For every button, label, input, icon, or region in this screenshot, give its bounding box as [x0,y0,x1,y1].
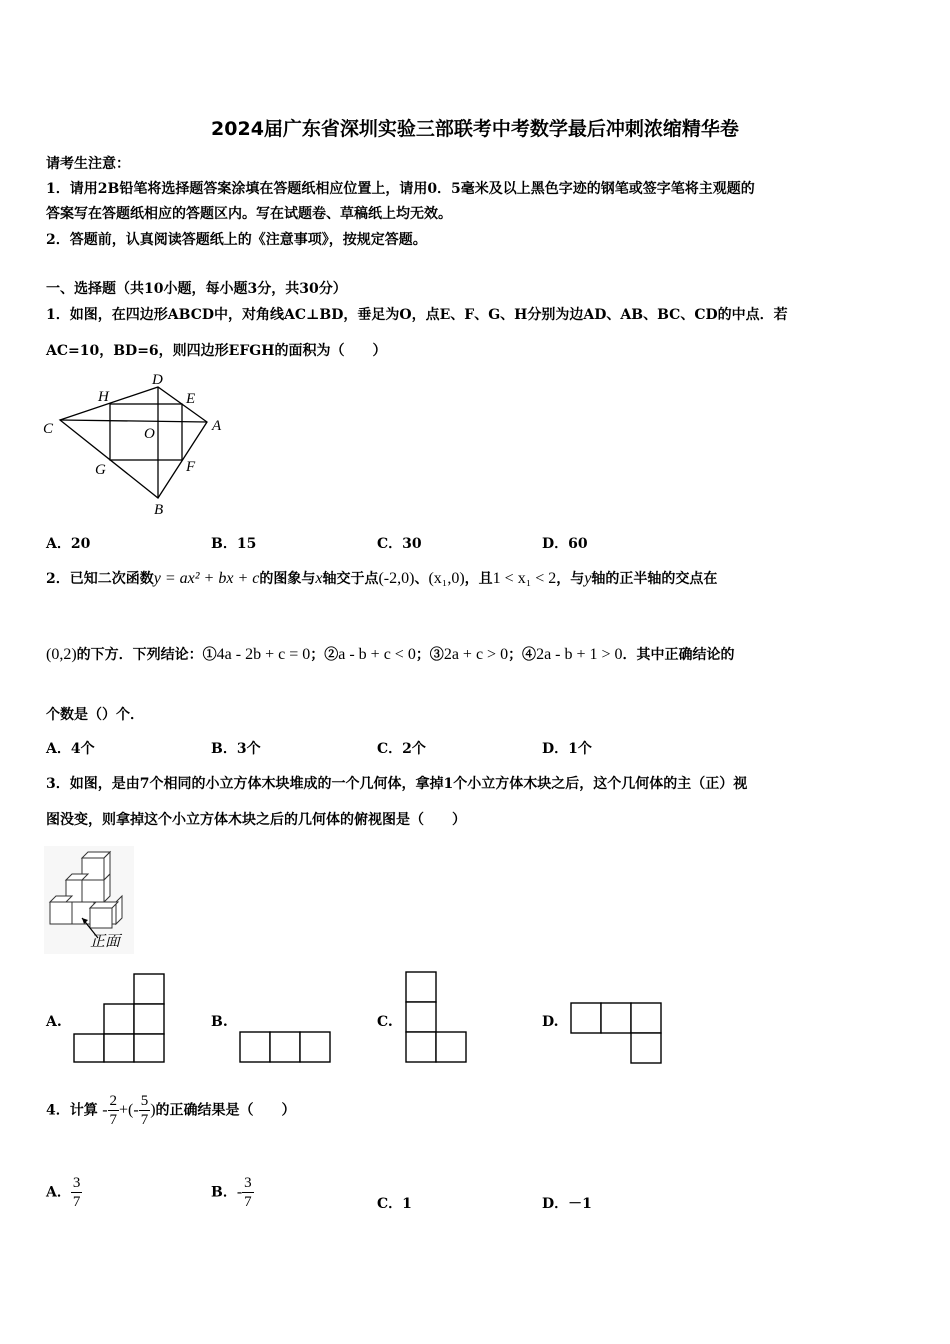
page-title: 2024届广东省深圳实验三部联考中考数学最后冲刺浓缩精华卷 [211,118,739,140]
q1-stem-line-2: AC=10，BD=6，则四边形EFGH的面积为（ ） [46,343,387,359]
q4-stem [46,1092,296,1129]
q2-function: y = ax² + bx + c [153,570,260,587]
q4-option-a-fraction [71,1174,83,1211]
q2-option-a[interactable]: A．4个 [46,741,95,757]
q3-option-a[interactable]: A. [46,1014,62,1030]
q3-cube-figure [44,846,134,954]
q2-option-c[interactable]: C．2个 [377,741,426,757]
q2-text-3: ，且 [464,571,493,587]
q1-option-d[interactable]: D．60 [542,536,588,552]
label-D: D [152,372,163,388]
q2-inequality: 1 < x₁ < 2 [492,570,557,587]
q4-option-c[interactable]: C．1 [377,1196,412,1212]
label-A: A [212,418,222,434]
q4-fraction-1 [108,1092,120,1129]
q4-num-1: 2 [109,1093,118,1109]
label-O: O [144,426,155,442]
q3-option-c[interactable]: C. [377,1014,393,1030]
q2-text-5: 轴的正半轴的交点在 [591,571,718,587]
q4-option-a-num: 3 [72,1175,81,1191]
q2-sep: 、 [414,571,429,587]
q3-option-b-figure [236,1028,334,1066]
q2-text-8: ；③ [415,647,444,663]
q3-front-label: 正面 [90,934,121,950]
q2-y: y [584,570,592,587]
q4-option-b-num: 3 [244,1175,252,1191]
q1-option-a[interactable]: A．20 [46,536,91,552]
q4-pre: 4．计算 [46,1102,98,1119]
q2-conclusion-2: a - b + c < 0 [338,646,416,663]
q2-text-4: ，与 [556,571,585,587]
q4-option-a-den: 7 [72,1194,81,1210]
q4-minus: - [102,1101,108,1119]
q4-option-b[interactable] [211,1174,254,1211]
q3-option-b[interactable]: B. [211,1014,228,1030]
q4-option-b-sign: - [236,1183,243,1201]
q3-option-a-figure [70,970,168,1066]
q2-stem-line-1 [46,568,717,590]
q2-option-b[interactable]: B．3个 [211,741,261,757]
q2-text-7: ；② [310,647,339,663]
label-F: F [186,459,196,475]
label-H: H [98,389,109,405]
q1-stem-line-1: 1．如图，在四边形ABCD中，对角线AC⊥BD，垂足为O，点E、F、G、H分别为边AD、AB、BC、CD的中点．若 [46,307,788,323]
q3-stem-line-2: 图没变，则拿掉这个小立方体木块之后的几何体的俯视图是（ ） [46,812,466,828]
q2-point-1: (-2,0) [378,570,415,587]
label-G: G [95,462,106,478]
q4-option-a-label: A． [46,1184,71,1201]
q4-option-a[interactable] [46,1174,82,1211]
q1-option-b[interactable]: B．15 [211,536,257,552]
q2-text-6: 的下方．下列结论：① [76,647,217,663]
q4-num-2: 5 [140,1093,149,1109]
q2-text-10: ．其中正确结论的 [622,647,735,663]
label-B: B [154,502,164,518]
q4-option-b-den: 7 [244,1194,252,1210]
q2-stem-line-2 [46,644,735,666]
q2-text-2: 轴交于点 [322,571,379,587]
q3-option-d-figure [567,999,665,1067]
notice-heading: 请考生注意： [46,156,130,172]
q2-conclusion-3: 2a + c > 0 [443,646,509,663]
q2-pre: 2．已知二次函数 [46,571,154,587]
q4-fraction-2 [139,1092,151,1129]
q2-stem-line-3: 个数是（）个． [46,707,144,723]
label-E: E [186,391,196,407]
q2-point-3: (0,2) [46,646,77,663]
q2-text-1: 的图象与 [259,571,316,587]
notice-line-2: 答案写在答题纸相应的答题区内。写在试题卷、草稿纸上均无效。 [46,206,452,222]
q4-option-d[interactable]: D．－1 [542,1196,592,1212]
q4-option-b-fraction [242,1174,254,1211]
q1-quadrilateral-figure [40,370,240,520]
q2-conclusion-4: 2a - b + 1 > 0 [536,646,623,663]
notice-line-3: 2．答题前，认真阅读答题纸上的《注意事项》，按规定答题。 [46,232,427,248]
q2-conclusion-1: 4a - 2b + c = 0 [216,646,311,663]
section-heading: 一、选择题（共10小题，每小题3分，共30分） [46,281,347,297]
notice-line-1: 1．请用2B铅笔将选择题答案涂填在答题纸相应位置上，请用0．5毫米及以上黑色字迹的钢笔或签字笔将主观题的 [46,181,755,197]
q4-den-2: 7 [140,1112,149,1128]
q4-close: ) [150,1101,156,1119]
q2-point-2: (x₁,0) [428,570,465,587]
q2-text-9: ；④ [508,647,537,663]
q4-den-1: 7 [109,1112,118,1128]
q1-option-c[interactable]: C．30 [377,536,422,552]
q4-option-b-label: B． [211,1184,237,1201]
q2-x: x [315,570,323,587]
q4-plus: +(- [119,1101,139,1119]
label-C: C [43,421,54,437]
q3-option-d[interactable]: D. [542,1014,559,1030]
q4-post: 的正确结果是（ ） [155,1102,296,1119]
q2-option-d[interactable]: D．1个 [542,741,592,757]
q3-option-c-figure [402,968,470,1066]
q3-stem-line-1: 3．如图，是由7个相同的小立方体木块堆成的一个几何体，拿掉1个小立方体木块之后，这个几何体的主（正）视 [46,776,748,792]
